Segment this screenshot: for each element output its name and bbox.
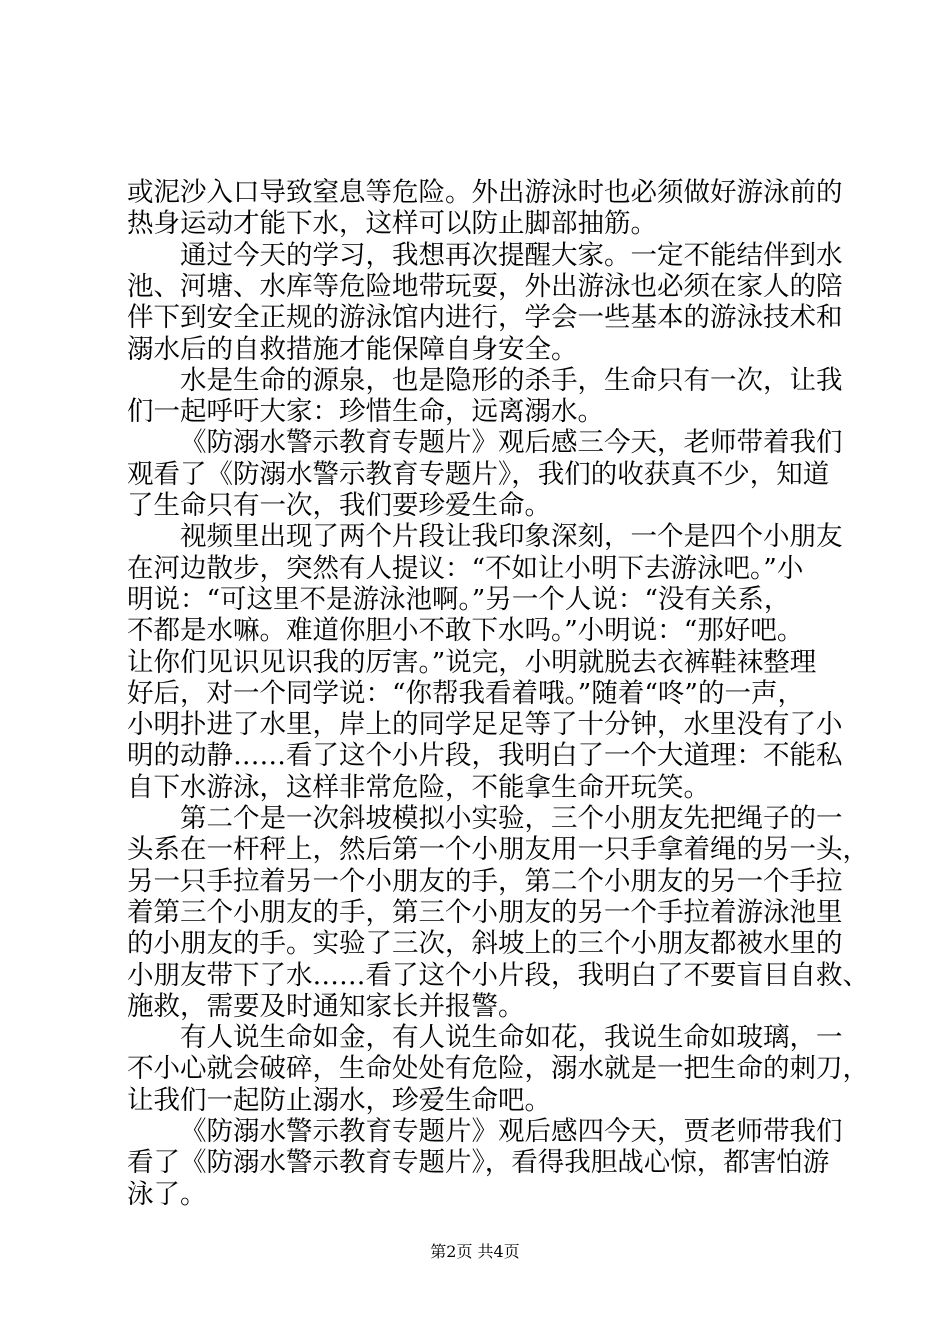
- text-line: 有人说生命如金，有人说生命如花，我说生命如玻璃，一: [180, 1022, 843, 1054]
- text-line: 自下水游泳，这样非常危险，不能拿生命开玩笑。: [127, 771, 710, 803]
- text-line: 头系在一杆秤上，然后第一个小朋友用一只手拿着绳的另一头，: [127, 834, 869, 866]
- text-line: 通过今天的学习，我想再次提醒大家。一定不能结伴到水: [180, 239, 843, 271]
- text-line: 着第三个小朋友的手，第三个小朋友的另一个手拉着游泳池里: [127, 896, 843, 928]
- text-line: 溺水后的自救措施才能保障自身安全。: [127, 333, 578, 365]
- text-line: 不小心就会破碎，生命处处有危险，溺水就是一把生命的刺刀，: [127, 1053, 869, 1085]
- text-line: 第二个是一次斜坡模拟小实验，三个小朋友先把绳子的一: [180, 803, 843, 834]
- text-line: 明的动静……看了这个小片段，我明白了一个大道理：不能私: [127, 740, 843, 772]
- text-line: 水是生命的源泉，也是隐形的杀手，生命只有一次，让我: [180, 364, 843, 396]
- text-line: 小明扑进了水里，岸上的同学足足等了十分钟，水里没有了小: [127, 709, 843, 741]
- text-line: 让你们见识见识我的厉害。”说完，小明就脱去衣裤鞋袜整理: [127, 646, 817, 678]
- text-line: 看了《防溺水警示教育专题片》，看得我胆战心惊，都害怕游: [127, 1147, 830, 1179]
- text-line: 施救，需要及时通知家长并报警。: [127, 990, 525, 1022]
- text-line: 的小朋友的手。实验了三次，斜坡上的三个小朋友都被水里的: [127, 928, 843, 960]
- text-line: 另一只手拉着另一个小朋友的手，第二个小朋友的另一个手拉: [127, 865, 843, 897]
- text-line: 或泥沙入口导致窒息等危险。外出游泳时也必须做好游泳前的: [127, 177, 843, 208]
- text-line: 热身运动才能下水，这样可以防止脚部抽筋。: [127, 208, 657, 240]
- text-line: 在河边散步，突然有人提议：“不如让小明下去游泳吧。”小: [127, 552, 804, 584]
- text-line: 好后，对一个同学说：“你帮我看着哦。”随着“咚”的一声，: [127, 677, 804, 709]
- text-line: 观看了《防溺水警示教育专题片》，我们的收获真不少，知道: [127, 458, 830, 490]
- page-footer: 第2页 共4页: [430, 1242, 520, 1261]
- text-line: 们一起呼吁大家：珍惜生命，远离溺水。: [127, 396, 604, 428]
- text-line: 泳了。: [127, 1178, 207, 1210]
- text-line: 明说：“可这里不是游泳池啊。”另一个人说：“没有关系，: [127, 583, 791, 615]
- text-line: 《防溺水警示教育专题片》观后感三今天，老师带着我们: [180, 427, 843, 459]
- text-line: 池、河塘、水库等危险地带玩耍，外出游泳也必须在家人的陪: [127, 270, 843, 302]
- text-line: 小朋友带下了水……看了这个小片段，我明白了不要盲目自救、: [127, 959, 869, 991]
- text-line: 了生命只有一次，我们要珍爱生命。: [127, 490, 551, 521]
- text-line: 视频里出现了两个片段让我印象深刻，一个是四个小朋友: [180, 521, 843, 553]
- text-line: 不都是水嘛。难道你胆小不敢下水吗。”小明说：“那好吧。: [127, 615, 804, 647]
- text-line: 《防溺水警示教育专题片》观后感四今天，贾老师带我们: [180, 1116, 843, 1147]
- text-line: 让我们一起防止溺水，珍爱生命吧。: [127, 1084, 551, 1116]
- text-line: 伴下到安全正规的游泳馆内进行，学会一些基本的游泳技术和: [127, 302, 843, 334]
